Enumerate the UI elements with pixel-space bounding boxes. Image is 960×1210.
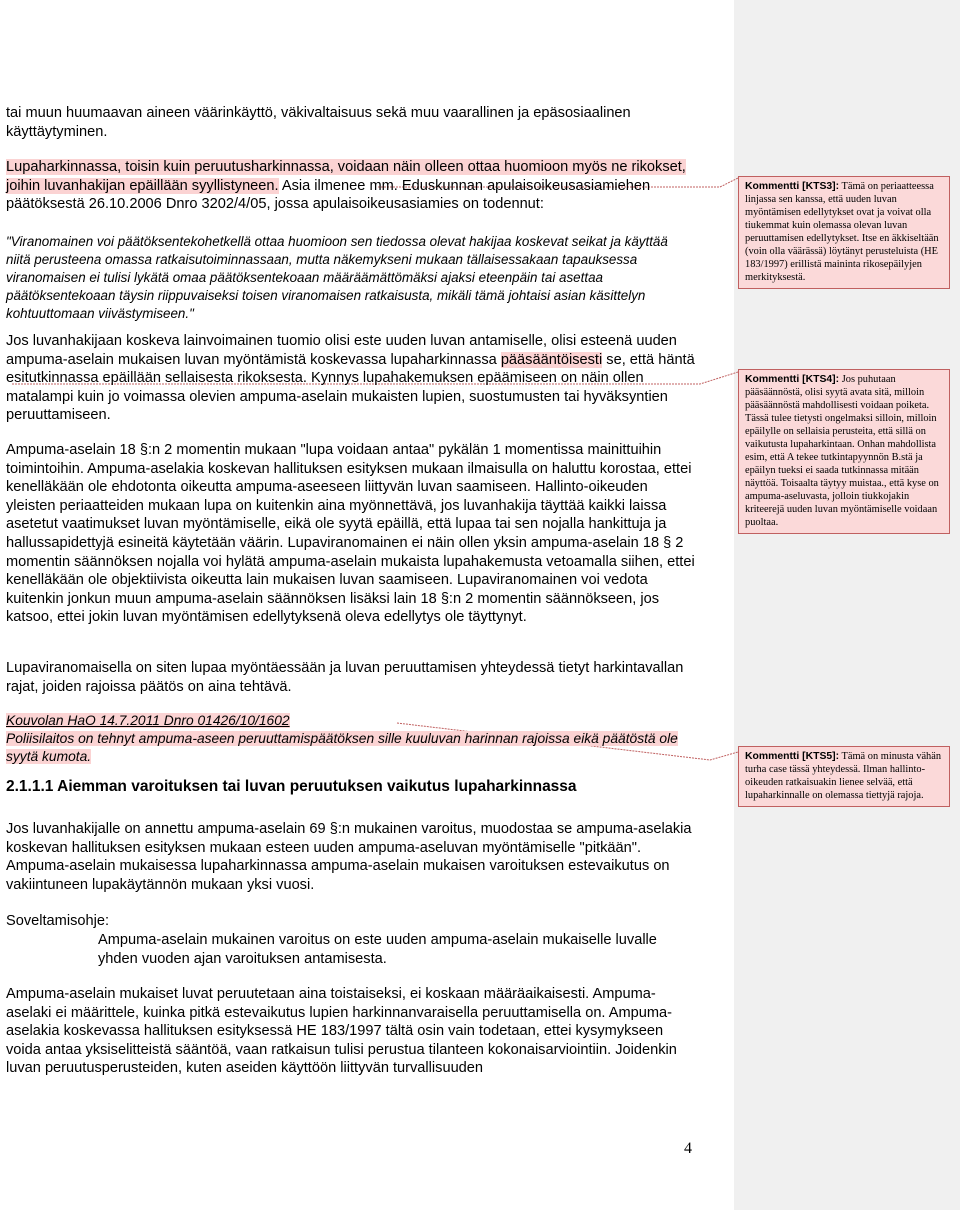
quote-block: "Viranomainen voi päätöksentekohetkellä ottaa huomioon sen tiedossa olevat hakijaa koskevat seikat ja käyttää niitä perusteena omassa ratkaisutoiminnassaan, mutta näkemykseni mukaan tällaisessakaan tapauksessa viranomaisen ei tulisi lykätä omaa päätöksentekoaan määräämättömäksi ajaksi eteenpäin tai asettaa päätöksentekoaan täysin riippuvaiseksi toisen viranomaisen ratkaisusta, mikäli tämä johtaisi asian käsittelyn kohtuuttomaan viivästymiseen." <box>6 234 668 321</box>
comment-text: Jos puhutaan pääsäännöstä, olisi syytä avata sitä, milloin pääsäännöstä mahdollisesti voidaan poiketa. Tässä tulee tietysti ongelmaksi silloin, milloin epäilylle on sellaisia perusteita, että sillä on vaikutusta lupaharkintaan. Onhan mahdollista esim, että A tekee tutkintapyynnön B.stä ja epäilyn tueksi ei saada tutkinnassa mitään näyttöä. Toisaalta täytyy muistaa., että kyse on ampuma-aseluvasta, jolloin tiukkojakin kriteerejä uuden luvan myöntämiselle voidaan puoltaa. <box>745 374 939 528</box>
comment-label: Kommentti [KTS3]: <box>745 181 840 192</box>
case-title[interactable]: Kouvolan HaO 14.7.2011 Dnro 01426/10/1602 <box>6 713 290 728</box>
paragraph-1: tai muun huumaavan aineen väärinkäyttö, väkivaltaisuus sekä muu vaarallinen ja epäsosiaalinen käyttäytyminen. <box>6 105 631 140</box>
paragraph-7: Ampuma-aselain mukaiset luvat peruutetaan aina toistaiseksi, ei koskaan määräaikaisesti. Ampuma-aselaki ei määrittele, kuinka pitkä estevaikutus lupien harkinnanvaraisella peruuttamisella on. Ampuma-aselakia koskevassa hallituksen esityksessä HE 183/1997 tältä osin vain todetaan, ettei kysymykseen voida antaa yksiselitteistä sääntöä, vaan ratkaisun tulisi perustua tilanteen kokonaisarviointiin. Joidenkin luvan peruutusperusteiden, kuten aseiden käyttöön liittyvän turvallisuuden <box>6 986 677 1077</box>
page-number: 4 <box>684 1140 692 1157</box>
comment-text: Tämä on minusta vähän turha case tässä yhteydessä. Ilman hallinto-oikeuden ratkaisuakin lienee selvää, että lupaharkinnalle on olemassa tiettyjä rajoja. <box>745 751 942 801</box>
case-block <box>6 712 696 766</box>
comment-label: Kommentti [KTS5]: <box>745 751 840 762</box>
paragraph-3-start: Jos luvanhakijaan koskeva lainvoimainen tuomio olisi este uuden luvan antamiselle, olisi esteenä uuden ampuma-aselain mukaisen luvan myöntämistä koskevassa lupaharkinnassa <box>6 333 677 368</box>
paragraph-4: Ampuma-aselain 18 §:n 2 momentin mukaan "lupa voidaan antaa" pykälän 1 momentissa mainittuihin toimintoihin. Ampuma-aselakia koskevan hallituksen esityksen mukaan ilmaisulla on haluttu korostaa, ettei kenelläkään ole ehdotonta oikeutta ampuma-aseeseen liittyvän luvan saamiseen. Hallinto-oikeuden yleisten periaatteiden mukaan lupa on kuitenkin aina myönnettävä, jos luvanhakija täyttää kaikki laissa asetetut vaatimukset luvan myöntämiselle, eikä ole syytä epäillä, että lupaa tai sen nojalla hankittuja ja hallussapidettyjä esineitä käytetään väärin. Lupaviranomainen ei näin ollen yksin ampuma-aselain 18 § 2 momentin säännöksen nojalla voi hylätä ampuma-aselain mukaista lupahakemusta vetoamalla siihen, ettei kenelläkään ole objektiivista oikeutta lain mukaisen luvan saamiseen. Lupaviranomainen voi vedota kuitenkin jonkun muun ampuma-aselain säännöksen lisäksi lain 18 §:n 2 momentin säännökseen, jos katsoo, ettei jokin luvan myöntämisen edellytyksenä oleva edellytys ole täyttynyt. <box>6 442 695 626</box>
paragraph-3-end: se, että häntä esitutkinnassa epäillään sellaisesta rikoksesta. Kynnys lupahakemuksen epäämiseen on näin ollen matalampi kuin jo voimassa olevien ampuma-aselain mukaisten lupien, suostumusten tai hyväksyntien peruuttamiseen. <box>6 351 695 424</box>
soveltamisohje-text: Ampuma-aselain mukainen varoitus on este uuden ampuma-aselain mukaiselle luvalle yhden vuoden ajan varoituksen antamisesta. <box>98 932 657 967</box>
paragraph-6: Jos luvanhakijalle on annettu ampuma-aselain 69 §:n mukainen varoitus, muodostaa se ampuma-aselakia koskevan hallituksen esityksen mukaan esteen uuden ampuma-aseluvan myöntämiselle "pitkään". Ampuma-aselain mukaisessa lupaharkinnassa ampuma-aselain mukaisen varoituksen estevaikutus on vakiintuneen lupakäytännön mukaan yksi vuosi. <box>6 821 692 893</box>
paragraph-2 <box>6 158 696 214</box>
highlighted-text-kts3[interactable]: Lupaharkinnassa, toisin kuin peruutusharkinnassa, voidaan näin olleen ottaa huomioon myös ne rikokset, joihin luvanhakijan epäillään syyllistyneen. <box>6 159 686 194</box>
comment-label: Kommentti [KTS4]: <box>745 374 840 385</box>
soveltamisohje-label: Soveltamisohje: <box>6 913 110 929</box>
highlighted-text-kts4[interactable]: pääsääntöisesti <box>500 351 603 368</box>
comment-kts5[interactable] <box>738 746 950 807</box>
paragraph-3 <box>6 332 696 425</box>
section-heading: 2.1.1.1 Aiemman varoituksen tai luvan peruutuksen vaikutus lupaharkinnassa <box>6 778 577 795</box>
case-text[interactable]: Poliisilaitos on tehnyt ampuma-aseen peruuttamispäätöksen sille kuuluvan harinnan rajoissa eikä päätöstä ole syytä kumota. <box>6 731 678 764</box>
paragraph-5: Lupaviranomaisella on siten lupaa myöntäessään ja luvan peruuttamisen yhteydessä tietyt harkintavallan rajat, joiden rajoissa päätös on aina tehtävä. <box>6 660 684 695</box>
paragraph-2-rest: Asia ilmenee mm. Eduskunnan apulaisoikeusasiamiehen päätöksestä 26.10.2006 Dnro 3202/4/05, jossa apulaisoikeusasiamies on todennut: <box>6 177 651 213</box>
comment-kts4[interactable] <box>738 369 950 534</box>
comment-text: Tämä on periaatteessa linjassa sen kanssa, että uuden luvan myöntämisen edellytykset ovat ja voivat olla tiukemmat kuin olemassa olevan luvan peruuttamisen edellytykset. Itse en äkkiseltään (voin olla väärässä) löytänyt perusteluista (HE 183/1997) erillistä maininta rikosepäilyjen merkityksestä. <box>745 181 939 283</box>
comment-kts3[interactable] <box>738 176 950 289</box>
